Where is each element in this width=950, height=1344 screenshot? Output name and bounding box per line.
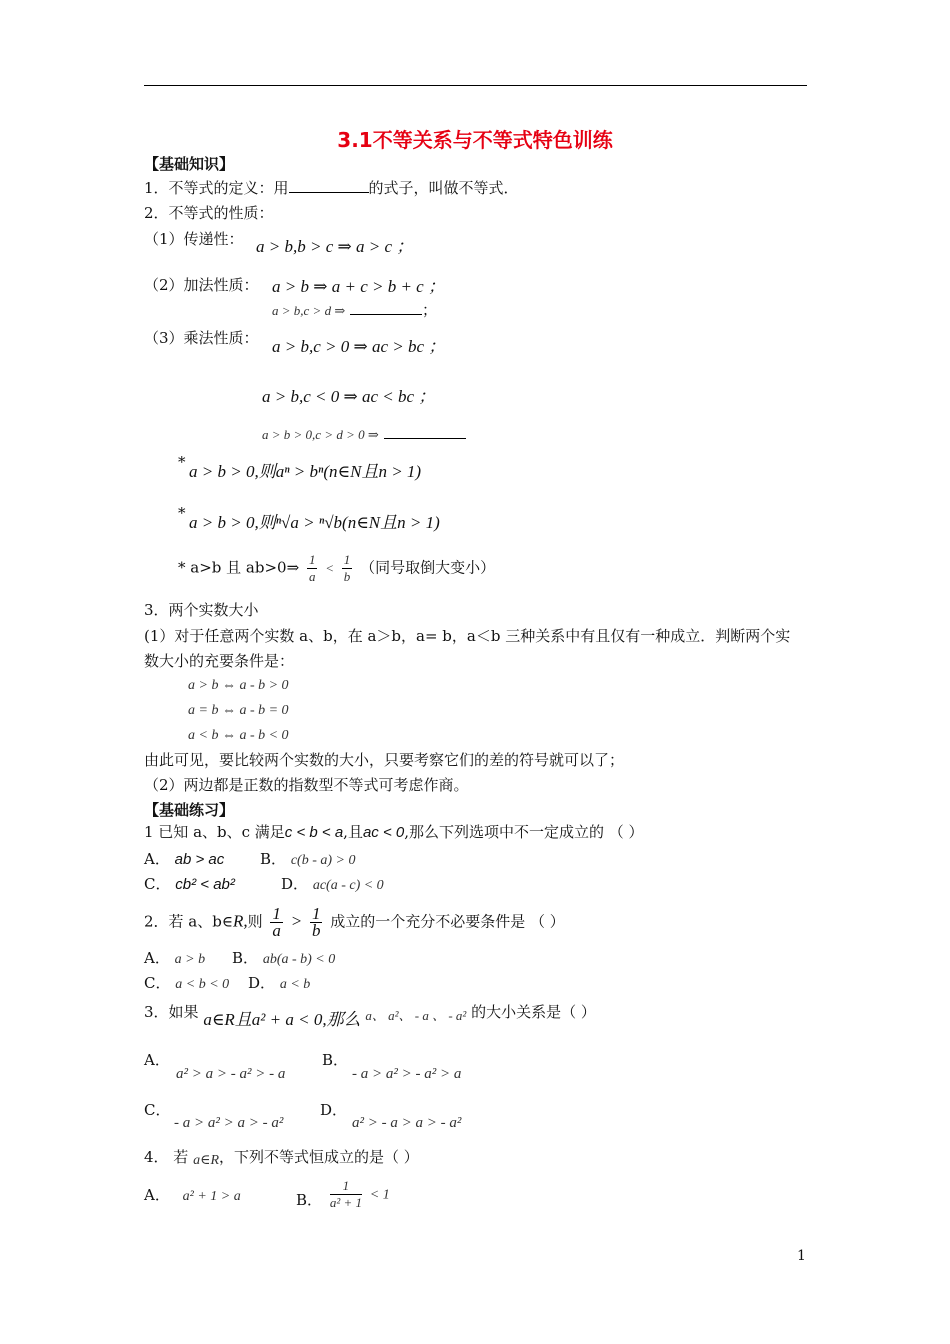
property-2-formula-2-text: a > b,c > d ⇒ <box>272 303 346 318</box>
question-3-stem <box>144 1002 596 1029</box>
fraction-numerator: 1 <box>330 1178 362 1195</box>
root-property-formula: a > b > 0,则ⁿ√a > ⁿ√b(n∈N且n > 1) <box>189 513 440 532</box>
page-title: 3.1不等关系与不等式特色训练 <box>337 128 613 152</box>
option-label: B． <box>260 850 287 868</box>
question-1-option-a <box>144 849 224 870</box>
option-label: A． <box>144 1186 170 1204</box>
page-number: 1 <box>797 1248 806 1264</box>
property-3-formula-2: a > b,c < 0 ⇒ ac < bc ； <box>262 387 436 406</box>
fraction-denominator: b <box>311 921 321 940</box>
question-3-option-a-label: A． <box>144 1051 170 1069</box>
question-2-option-d <box>248 973 310 995</box>
item-3-paragraph-1a: (1）对于任意两个实数 a、b，在 a＞b，a= b，a＜b 三种关系中有且仅有一种成立．判断两个实 <box>144 627 791 645</box>
question-2-fraction-1 <box>270 906 283 939</box>
property-2-formula-1: a > b ⇒ a + c > b + c ； <box>272 277 445 296</box>
option-label: A． <box>144 850 170 868</box>
property-3-label: （3）乘法性质： <box>144 329 259 347</box>
question-3-option-c: - a > a² > a > - a² <box>174 1115 284 1131</box>
question-2-set: R, <box>232 911 248 931</box>
reciprocal-text-post: （同号取倒大变小） <box>360 558 496 577</box>
property-3-formula-3-text: a > b > 0,c > d > 0 ⇒ <box>262 427 379 442</box>
question-1-condition-1: c < b < a <box>284 824 344 841</box>
question-2-fraction-2 <box>310 906 323 939</box>
option-fraction <box>330 1178 362 1211</box>
question-2-option-a <box>144 948 205 970</box>
comparison-less: a < b ⇔ a - b < 0 <box>188 728 289 743</box>
item-1-definition <box>144 178 519 198</box>
item-3-paragraph-1b: 数大小的充要条件是： <box>144 652 295 670</box>
option-formula: ab(a - b) < 0 <box>262 952 336 967</box>
fraction-denominator: b <box>343 569 351 584</box>
fraction-numerator: 1 <box>308 552 316 567</box>
question-3-option-a: a² > a > - a² > - a <box>176 1066 286 1082</box>
fraction-numerator: 1 <box>272 904 281 923</box>
fraction-numerator: 1 <box>311 904 321 923</box>
option-formula: cb² < ab² <box>175 876 235 893</box>
option-label: A． <box>144 949 170 967</box>
question-4-condition: a∈R <box>193 1153 220 1168</box>
option-label: D． <box>248 974 276 992</box>
option-label: D． <box>281 875 309 893</box>
question-4-option-a <box>144 1185 241 1207</box>
fraction-numerator: 1 <box>343 552 351 567</box>
question-4-stem <box>144 1147 419 1169</box>
question-3-expressions: a、 a²、 - a 、 - a² <box>365 1008 467 1023</box>
option-formula: ac(a - c) < 0 <box>312 878 384 893</box>
property-1-label: （1）传递性： <box>144 230 244 248</box>
section-heading-basics: 【基础知识】 <box>144 155 235 173</box>
option-label: C． <box>144 875 171 893</box>
property-2-formula-2-end: ； <box>422 301 438 319</box>
question-3-condition: a∈R且a² + a < 0,那么 <box>203 1010 361 1029</box>
fill-blank <box>289 178 369 193</box>
option-label: B． <box>232 949 259 967</box>
greater-than-sign: > <box>290 911 303 931</box>
option-formula: a < b < 0 <box>175 977 230 992</box>
power-star: * <box>178 453 186 471</box>
question-1-option-b <box>260 849 355 871</box>
question-1-option-c <box>144 874 235 895</box>
question-2-option-c <box>144 973 229 995</box>
question-2-text-pre: 2．若 a、b∈ <box>144 912 233 931</box>
question-3-option-d: a² > - a > a > - a² <box>352 1115 462 1131</box>
reciprocal-text-pre: * a>b 且 ab>0⇒ <box>178 558 300 577</box>
question-4-text-post: ，下列不等式恒成立的是（ ） <box>219 1148 419 1166</box>
fraction-denominator: a <box>272 921 281 940</box>
option-formula: ab > ac <box>174 851 225 868</box>
option-formula: < 1 <box>369 1187 390 1203</box>
question-1-text-a: 1 已知 a、b、c 满足 <box>144 823 285 841</box>
question-3-option-b: - a > a² > - a² > a <box>352 1066 462 1082</box>
option-formula: a < b <box>279 977 311 992</box>
fraction-denominator: a² + 1 <box>329 1195 362 1210</box>
question-2-then: 则 <box>247 912 263 931</box>
question-1-stem <box>144 822 644 843</box>
fraction-denominator: a <box>308 569 316 584</box>
question-3-text-post: 的大小关系是（ ） <box>471 1003 596 1021</box>
fill-blank <box>384 424 466 439</box>
question-3-option-b-label: B． <box>322 1051 349 1069</box>
reciprocal-fraction-2 <box>342 552 353 585</box>
question-2-text-post: 成立的一个充分不必要条件是 （ ） <box>330 912 565 931</box>
power-property-formula: a > b > 0,则aⁿ > bⁿ(n∈N且n > 1) <box>189 462 422 481</box>
item-1-text-pre: 1．不等式的定义：用 <box>144 179 289 197</box>
question-1-text-b: ,且 <box>343 823 363 841</box>
question-3-text-pre: 3．如果 <box>144 1003 199 1021</box>
question-4-text-pre: 4． 若 <box>144 1148 189 1166</box>
property-3-formula-3 <box>262 424 466 445</box>
question-2-stem <box>144 906 565 939</box>
header-rule <box>144 85 807 86</box>
item-3-paragraph-2: （2）两边都是正数的指数型不等式可考虑作商。 <box>144 776 469 794</box>
property-2-label: （2）加法性质： <box>144 276 259 294</box>
conclusion-text: 由此可见，要比较两个实数的大小，只要考察它们的差的符号就可以了； <box>144 751 625 769</box>
option-formula: a² + 1 > a <box>182 1189 241 1204</box>
comparison-greater: a > b ⇔ a - b > 0 <box>188 678 289 693</box>
less-than-sign: < <box>325 560 334 576</box>
item-2-properties: 2．不等式的性质： <box>144 204 274 222</box>
fill-blank <box>350 300 422 315</box>
item-1-text-post: 的式子，叫做不等式． <box>368 179 519 197</box>
question-1-condition-2: ac < 0 <box>362 824 405 841</box>
reciprocal-fraction-1 <box>307 552 318 585</box>
question-3-option-c-label: C． <box>144 1101 171 1119</box>
option-label: B． <box>296 1190 323 1209</box>
question-4-option-b <box>296 1178 390 1211</box>
property-3-formula-1: a > b,c > 0 ⇒ ac > bc ； <box>272 337 446 356</box>
question-3-option-d-label: D． <box>320 1101 348 1119</box>
question-1-text-c: ,那么下列选项中不一定成立的 （ ） <box>404 823 644 841</box>
reciprocal-property <box>178 552 495 585</box>
root-star: * <box>178 504 186 522</box>
property-1-formula: a > b,b > c ⇒ a > c ； <box>256 237 414 256</box>
section-heading-exercises: 【基础练习】 <box>144 801 235 819</box>
option-formula: c(b - a) > 0 <box>290 853 356 868</box>
question-2-option-b <box>232 948 335 970</box>
question-1-option-d <box>281 874 384 896</box>
comparison-equal: a = b ⇔ a - b = 0 <box>188 703 289 718</box>
item-3-heading: 3．两个实数大小 <box>144 601 259 619</box>
property-2-formula-2 <box>272 300 437 321</box>
option-label: C． <box>144 974 171 992</box>
option-formula: a > b <box>174 952 206 967</box>
